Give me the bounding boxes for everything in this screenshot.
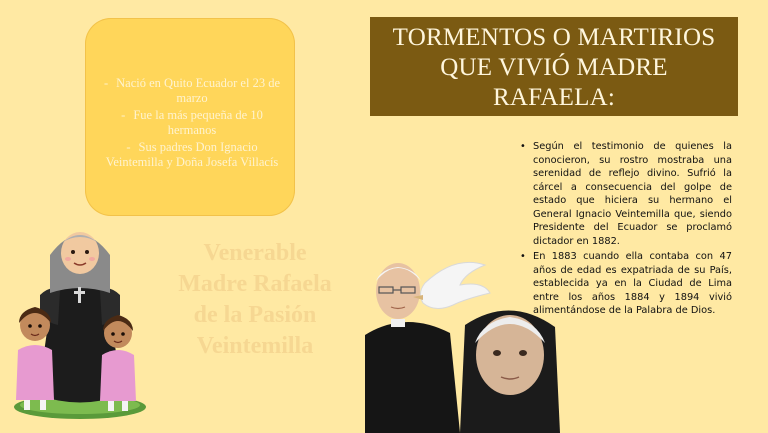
page-title: TORMENTOS O MARTIRIOS QUE VIVIÓ MADRE RAFAELA: xyxy=(392,24,716,111)
testimony-item: • Según el testimonio de quienes la conocieron, su rostro mostraba una serenidad de reflejo divino. Sufrió la cárcel a consecuencia del golpe de estado que hiciera su hermano el General Ignacio Veintemilla que, siendo Presidente del Ecuador se proclamó dictador en 1882. xyxy=(520,141,732,247)
priest-dove-nun-photo xyxy=(365,255,560,433)
biography-item-parents: - Sus padres Don Ignacio Veintemilla y Doña Josefa Villacís xyxy=(105,140,279,169)
title-banner xyxy=(370,17,738,116)
biography-list xyxy=(99,76,285,172)
nun-with-children-illustration xyxy=(10,215,150,425)
venerable-caption: Venerable Madre Rafaela de la Pasión Veintemilla xyxy=(178,240,332,359)
biography-item-birth: - Nació en Quito Ecuador el 23 de marzo xyxy=(103,76,280,105)
testimony-item: • En 1883 cuando ella contaba con 47 años de edad es expatriada de su País, establecida ya en la Ciudad de Lima entre los años 1884 y 1894 vivió alimentándose de la Palabra de Dios. xyxy=(520,251,732,316)
biography-box xyxy=(85,18,295,216)
biography-item-siblings: - Fue la más pequeña de 10 hermanos xyxy=(121,108,263,137)
